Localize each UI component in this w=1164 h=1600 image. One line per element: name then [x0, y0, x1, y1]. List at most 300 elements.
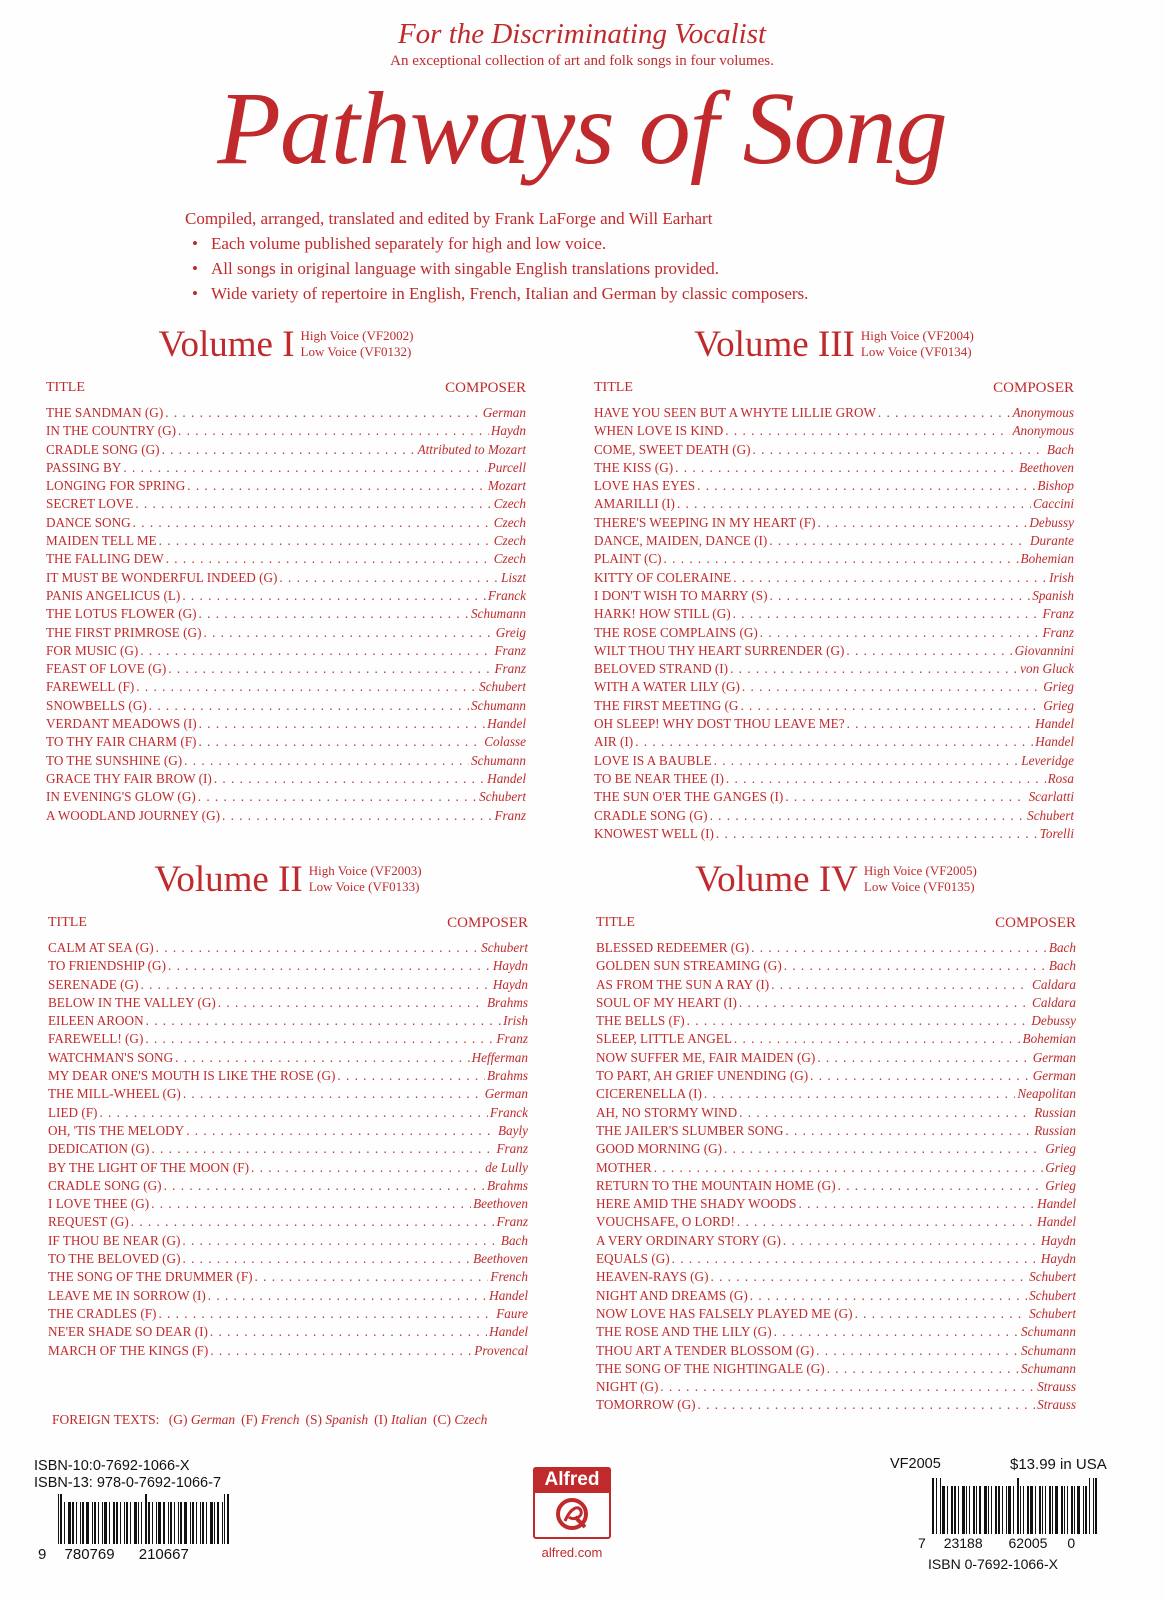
song-composer: Caldara: [1032, 994, 1076, 1010]
barcode-bar: [1039, 1486, 1041, 1534]
song-row: [594, 570, 1074, 588]
barcode-bar: [126, 1502, 128, 1544]
song-row: [48, 958, 528, 976]
song-composer: Russian: [1034, 1122, 1076, 1138]
song-composer: Franz: [1042, 624, 1074, 640]
barcode-bar: [184, 1502, 187, 1544]
dot-leader: [186, 1123, 496, 1139]
dot-leader: [175, 1050, 469, 1066]
barcode-bar: [1083, 1486, 1084, 1534]
feature-item: • Each volume published separately for high and low voice.: [211, 231, 808, 256]
song-title: AH, NO STORMY WIND: [596, 1104, 738, 1120]
song-row: [48, 1196, 528, 1214]
dot-leader: [218, 995, 485, 1011]
song-row: [594, 826, 1074, 844]
song-row: [594, 588, 1074, 606]
song-row: [596, 1068, 1076, 1086]
isbn-10: ISBN-10:0-7692-1066-X: [34, 1458, 190, 1474]
song-row: [594, 734, 1074, 752]
dot-leader: [199, 716, 486, 732]
song-composer: Bohemian: [1022, 1031, 1076, 1047]
barcode-bar: [1045, 1486, 1046, 1534]
song-row: [46, 442, 526, 460]
song-title: DANCE, MAIDEN, DANCE (I): [594, 533, 768, 549]
song-composer: Franz: [494, 642, 526, 658]
song-row: [46, 716, 526, 734]
song-composer: Haydn: [492, 958, 528, 974]
barcode-bar: [984, 1486, 987, 1534]
song-row: [46, 753, 526, 771]
song-title: WATCHMAN'S SONG: [48, 1049, 174, 1065]
song-title: AS FROM THE SUN A RAY (I): [596, 976, 770, 992]
volume-heading: [594, 320, 1074, 368]
song-composer: German: [482, 405, 526, 420]
song-row: [594, 515, 1074, 533]
book-title: Pathways of Song: [217, 71, 947, 186]
low-voice-edition: Low Voice (VF0134): [860, 344, 972, 359]
barcode-bar: [68, 1502, 71, 1544]
song-composer: Grieg: [1045, 1141, 1076, 1157]
barcode-bar: [1067, 1486, 1068, 1534]
song-row: [46, 808, 526, 826]
dot-leader: [698, 1397, 1036, 1413]
dot-leader: [162, 442, 416, 458]
song-title: HARK! HOW STILL (G): [594, 606, 731, 622]
song-row: [596, 995, 1076, 1013]
dot-leader: [751, 940, 1047, 956]
song-title: CRADLE SONG (G): [46, 441, 160, 457]
song-composer: Czech: [493, 496, 526, 512]
dot-leader: [726, 771, 1046, 787]
song-title: TO BE NEAR THEE (I): [594, 770, 724, 786]
song-composer: Spanish: [1032, 587, 1074, 603]
barcode-bar: [124, 1502, 125, 1544]
song-title: OH SLEEP! WHY DOST THOU LEAVE ME?: [594, 716, 845, 732]
dot-leader: [222, 808, 492, 824]
barcode-bar: [180, 1502, 182, 1544]
song-title: AIR (I): [594, 734, 634, 750]
song-composer: Provencal: [474, 1342, 528, 1358]
song-row: [596, 1251, 1076, 1269]
song-title: SOUL OF MY HEART (I): [596, 994, 737, 1010]
song-row: [48, 1214, 528, 1232]
song-row: [594, 606, 1074, 624]
song-title: PLAINT (C): [594, 551, 662, 567]
isbn-bottom: ISBN 0-7692-1066-X: [928, 1556, 1058, 1572]
language-code: (S): [305, 1412, 322, 1427]
column-headers: [596, 915, 1076, 932]
barcode-bar: [1002, 1486, 1003, 1534]
song-row: [48, 1288, 528, 1306]
dot-leader: [769, 533, 1028, 549]
barcode-bar: [217, 1502, 219, 1544]
song-composer: Handel: [487, 770, 526, 786]
song-row: [48, 1123, 528, 1141]
song-title: MY DEAR ONE'S MOUTH IS LIKE THE ROSE (G): [48, 1068, 336, 1084]
song-composer: Schubert: [1027, 807, 1074, 823]
song-list: [596, 940, 1076, 1416]
song-composer: Bach: [1048, 958, 1076, 974]
song-composer: Bohemian: [1020, 551, 1074, 567]
barcode-bar: [942, 1486, 945, 1534]
song-row: [48, 1306, 528, 1324]
song-composer: Brahms: [486, 1068, 528, 1084]
song-composer: Schubert: [479, 789, 526, 805]
dot-leader: [818, 515, 1028, 531]
song-composer: Czech: [493, 514, 526, 530]
song-title: PANIS ANGELICUS (L): [46, 587, 181, 603]
song-title: HAVE YOU SEEN BUT A WHYTE LILLIE GROW: [594, 405, 876, 420]
barcode-bar: [94, 1502, 96, 1544]
barcode-bar: [145, 1494, 147, 1544]
barcode-bar: [227, 1494, 229, 1544]
barcode-bar: [1006, 1486, 1007, 1534]
barcode-bar: [102, 1502, 103, 1544]
song-title: THE SONG OF THE NIGHTINGALE (G): [596, 1360, 825, 1376]
song-row: [596, 1324, 1076, 1342]
barcode-bar: [998, 1486, 1000, 1534]
barcode-bar: [991, 1486, 992, 1534]
song-title: PASSING BY: [46, 459, 122, 475]
song-composer: Faure: [496, 1305, 528, 1321]
song-title: NOW SUFFER ME, FAIR MAIDEN (G): [596, 1049, 816, 1065]
barcode-bar: [947, 1486, 948, 1534]
song-row: [596, 940, 1076, 958]
dot-leader: [255, 1269, 489, 1285]
barcode-bar: [1013, 1486, 1014, 1534]
volume-heading: [596, 855, 1076, 903]
barcode-digit: 62005: [1008, 1535, 1048, 1551]
price: $13.99 in USA: [1010, 1456, 1107, 1473]
barcode-bar: [116, 1502, 118, 1544]
song-row: [594, 442, 1074, 460]
dot-leader: [337, 1068, 485, 1084]
song-composer: Giovannini: [1014, 642, 1074, 658]
song-title: THE FIRST MEETING (G: [594, 697, 739, 713]
song-row: [594, 698, 1074, 716]
volume-name: Volume II: [154, 858, 303, 900]
alfred-logo-text: Alfred: [533, 1467, 611, 1493]
dot-leader: [184, 753, 469, 769]
barcode-bar: [1049, 1486, 1051, 1534]
credits: [185, 206, 808, 306]
song-row: [596, 1379, 1076, 1397]
song-composer: Rosa: [1047, 770, 1074, 786]
foreign-text-item: [433, 1412, 487, 1427]
song-composer: Czech: [493, 551, 526, 567]
song-composer: Leveridge: [1021, 752, 1074, 768]
song-composer: Brahms: [486, 994, 528, 1010]
barcode-bar: [1055, 1486, 1058, 1534]
subtitle: An exceptional collection of art and folk songs in four volumes.: [390, 53, 774, 69]
alfred-treble-mark-icon: [555, 1497, 589, 1531]
song-composer: Debussy: [1031, 1013, 1076, 1029]
song-title: HEAVEN-RAYS (G): [596, 1269, 709, 1285]
dot-leader: [810, 1068, 1031, 1084]
song-row: [596, 1343, 1076, 1361]
high-voice-edition: High Voice (VF2004): [860, 328, 974, 343]
song-composer: Schumann: [471, 752, 526, 768]
song-row: [48, 1233, 528, 1251]
song-row: [48, 1343, 528, 1361]
song-row: [46, 460, 526, 478]
barcode-bar: [214, 1502, 215, 1544]
song-title: NE'ER SHADE SO DEAR (I): [48, 1324, 208, 1340]
song-composer: Grieg: [1045, 1177, 1076, 1193]
song-composer: Beethoven: [473, 1196, 528, 1212]
dot-leader: [730, 661, 1018, 677]
song-composer: Scarlatti: [1028, 789, 1074, 805]
song-row: [48, 1160, 528, 1178]
song-title: REQUEST (G): [48, 1214, 129, 1230]
dot-leader: [750, 1288, 1027, 1304]
voice-editions: [309, 863, 422, 895]
song-title: LONGING FOR SPRING: [46, 478, 186, 494]
song-row: [594, 460, 1074, 478]
song-title: LOVE IS A BAUBLE: [594, 752, 712, 768]
song-title: BELOVED STRAND (I): [594, 661, 729, 677]
song-composer: Irish: [503, 1013, 528, 1029]
song-composer: Bishop: [1037, 478, 1074, 494]
song-composer: Handel: [1037, 1214, 1076, 1230]
language-name: French: [261, 1412, 300, 1427]
dot-leader: [687, 1013, 1030, 1029]
song-title: FOR MUSIC (G): [46, 642, 139, 658]
column-headers: [46, 380, 526, 397]
volume-heading: [46, 320, 526, 368]
barcode-bar: [966, 1486, 967, 1534]
song-title: I LOVE THEE (G): [48, 1196, 150, 1212]
volume-4-section: [596, 855, 1076, 1416]
foreign-texts-label: FOREIGN TEXTS:: [52, 1412, 160, 1427]
barcode-bar: [1020, 1486, 1021, 1534]
dot-leader: [165, 405, 481, 421]
barcode-bar: [962, 1486, 965, 1534]
barcode-bar: [1093, 1478, 1094, 1534]
dot-leader: [760, 625, 1041, 641]
song-row: [48, 1068, 528, 1086]
barcode-bar: [202, 1502, 204, 1544]
song-composer: Franck: [489, 1104, 528, 1120]
barcode-bar: [174, 1502, 175, 1544]
barcode-bar: [1030, 1486, 1033, 1534]
composer-column-header: COMPOSER: [993, 380, 1074, 396]
song-title: GRACE THY FAIR BROW (I): [46, 770, 212, 786]
barcode-bar: [134, 1502, 137, 1544]
song-composer: Haydn: [1040, 1232, 1076, 1248]
dot-leader: [774, 1324, 1019, 1340]
dot-leader: [704, 1086, 1016, 1102]
song-row: [594, 478, 1074, 496]
song-composer: Schumann: [1021, 1360, 1076, 1376]
feature-item: • All songs in original language with singable English translations provided.: [211, 256, 808, 281]
song-composer: Grieg: [1043, 679, 1074, 695]
title-column-header: TITLE: [594, 380, 633, 395]
song-row: [46, 698, 526, 716]
barcode-bar: [224, 1494, 225, 1544]
song-composer: Franz: [496, 1214, 528, 1230]
feature-item: • Wide variety of repertoire in English, French, Italian and German by classic composers.: [211, 281, 808, 306]
isbn-block: [34, 1458, 221, 1492]
dot-leader: [151, 1141, 494, 1157]
song-row: [594, 551, 1074, 569]
song-row: [46, 625, 526, 643]
song-composer: Handel: [1037, 1196, 1076, 1212]
dot-leader: [99, 1105, 487, 1121]
barcode-bar: [1061, 1486, 1063, 1534]
dot-leader: [710, 1269, 1027, 1285]
song-title: TO PART, AH GRIEF UNENDING (G): [596, 1068, 809, 1084]
barcode-bar: [969, 1486, 970, 1534]
dot-leader: [210, 1324, 487, 1340]
song-row: [48, 1269, 528, 1287]
song-row: [46, 478, 526, 496]
dot-leader: [156, 940, 479, 956]
barcode-bar: [58, 1494, 59, 1544]
product-code: VF2005: [890, 1456, 941, 1472]
barcode-bar: [104, 1502, 107, 1544]
song-title: THERE'S WEEPING IN MY HEART (F): [594, 514, 816, 530]
barcode-left-digits: [38, 1546, 189, 1563]
song-title: I DON'T WISH TO MARRY (S): [594, 587, 768, 603]
foreign-texts-legend: [52, 1412, 487, 1428]
barcode-bar: [148, 1502, 150, 1544]
voice-editions: [861, 328, 974, 360]
barcode-bar: [60, 1494, 62, 1544]
high-voice-edition: High Voice (VF2002): [300, 328, 414, 343]
dot-leader: [168, 958, 491, 974]
barcode-bar: [76, 1502, 77, 1544]
song-title: KNOWEST WELL (I): [594, 825, 714, 841]
song-row: [46, 606, 526, 624]
song-row: [48, 1251, 528, 1269]
song-title: GOOD MORNING (G): [596, 1141, 723, 1157]
song-row: [596, 1105, 1076, 1123]
barcode-bar: [120, 1502, 121, 1544]
song-title: RETURN TO THE MOUNTAIN HOME (G): [596, 1177, 836, 1193]
barcode-bar: [1052, 1486, 1053, 1534]
song-composer: Durante: [1030, 533, 1074, 549]
song-title: FAREWELL! (G): [48, 1031, 144, 1047]
song-title: NIGHT AND DREAMS (G): [596, 1287, 748, 1303]
foreign-text-item: [306, 1412, 369, 1427]
dot-leader: [214, 771, 485, 787]
song-title: CRADLE SONG (G): [48, 1177, 162, 1193]
volume-3-section: [594, 320, 1074, 844]
barcode-bar: [995, 1486, 997, 1534]
column-headers: [594, 380, 1074, 397]
song-row: [48, 1324, 528, 1342]
dot-leader: [279, 570, 499, 586]
barcode-bar: [158, 1502, 161, 1544]
barcode-bar: [951, 1486, 953, 1534]
song-row: [46, 643, 526, 661]
barcode-bar: [954, 1486, 956, 1534]
credits-line: Compiled, arranged, translated and edited by Frank LaForge and Will Earhart: [185, 209, 713, 228]
barcode-bar: [109, 1502, 110, 1544]
song-composer: Schubert: [481, 940, 528, 955]
song-row: [596, 1288, 1076, 1306]
song-row: [46, 789, 526, 807]
barcode-bar: [130, 1502, 131, 1544]
dot-leader: [182, 1251, 471, 1267]
song-row: [596, 1397, 1076, 1415]
barcode-bar: [170, 1502, 172, 1544]
song-title: OH, 'TIS THE MELODY: [48, 1122, 185, 1138]
dot-leader: [724, 1141, 1043, 1157]
song-row: [596, 977, 1076, 995]
song-title: THE ROSE COMPLAINS (G): [594, 624, 758, 640]
dot-leader: [203, 625, 493, 641]
song-title: CICERENELLA (I): [596, 1086, 702, 1102]
barcode-bar: [92, 1502, 93, 1544]
song-composer: Handel: [489, 1287, 528, 1303]
song-row: [596, 1178, 1076, 1196]
dot-leader: [739, 995, 1030, 1011]
song-title: THE ROSE AND THE LILY (G): [596, 1324, 772, 1340]
barcode-bar: [936, 1478, 937, 1534]
song-row: [46, 423, 526, 441]
dot-leader: [251, 1160, 483, 1176]
volume-name: Volume IV: [695, 858, 858, 900]
song-composer: Greig: [495, 624, 526, 640]
dot-leader: [677, 496, 1031, 512]
barcode-bar: [958, 1486, 959, 1534]
barcode-bar: [80, 1502, 81, 1544]
dot-leader: [140, 643, 492, 659]
dot-leader: [739, 1105, 1032, 1121]
song-row: [594, 496, 1074, 514]
dot-leader: [187, 478, 486, 494]
dot-leader: [168, 661, 492, 677]
song-row: [596, 1160, 1076, 1178]
song-row: [594, 716, 1074, 734]
song-title: TO THE BELOVED (G): [48, 1251, 181, 1267]
dot-leader: [799, 1196, 1036, 1212]
song-row: [46, 771, 526, 789]
song-title: LOVE HAS EYES: [594, 478, 696, 494]
dot-leader: [664, 551, 1019, 567]
dot-leader: [714, 753, 1020, 769]
song-row: [48, 1050, 528, 1068]
song-title: HERE AMID THE SHADY WOODS: [596, 1196, 797, 1212]
dot-leader: [734, 1031, 1021, 1047]
song-composer: Schubert: [1029, 1269, 1076, 1285]
song-composer: Caccini: [1032, 496, 1074, 512]
song-composer: Neapolitan: [1017, 1086, 1076, 1102]
barcode-bar: [178, 1502, 179, 1544]
song-title: BY THE LIGHT OF THE MOON (F): [48, 1159, 249, 1175]
dot-leader: [149, 698, 469, 714]
dot-leader: [716, 826, 1038, 842]
dot-leader: [198, 734, 482, 750]
barcode-right-digits: [918, 1535, 1075, 1551]
song-row: [596, 1233, 1076, 1251]
dot-leader: [771, 977, 1030, 993]
song-row: [48, 1013, 528, 1031]
song-composer: Debussy: [1029, 514, 1074, 530]
song-composer: Czech: [493, 533, 526, 549]
song-row: [596, 1269, 1076, 1287]
song-row: [48, 1178, 528, 1196]
dot-leader: [183, 1086, 483, 1102]
song-row: [596, 1050, 1076, 1068]
song-composer: Haydn: [490, 423, 526, 439]
song-title: BLESSED REDEEMER (G): [596, 940, 750, 955]
song-title: KITTY OF COLERAINE: [594, 569, 732, 585]
song-title: A WOODLAND JOURNEY (G): [46, 807, 220, 823]
barcode-bar: [1064, 1486, 1065, 1534]
